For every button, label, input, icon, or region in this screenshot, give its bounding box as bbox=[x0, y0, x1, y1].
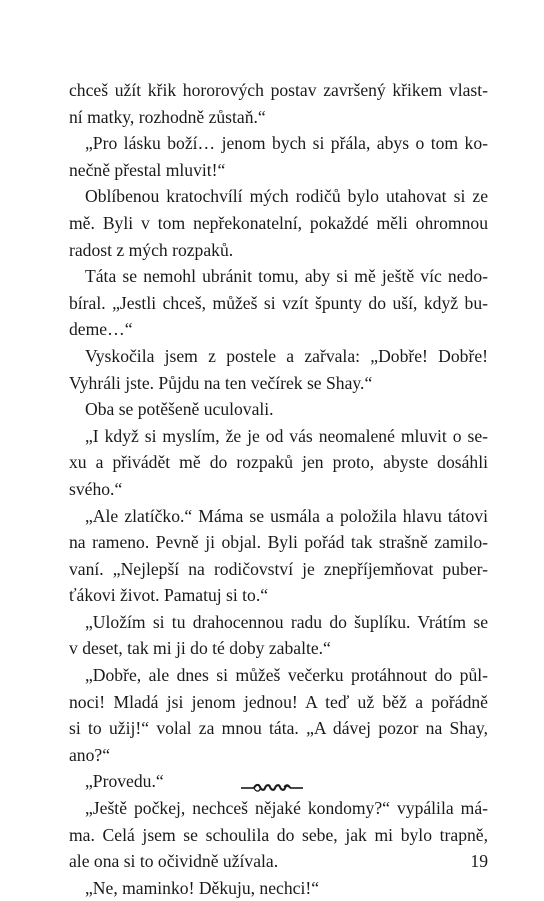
text-line: „Ještě počkej, nechceš nějaké kondomy?“ vypálila má- bbox=[85, 798, 488, 819]
text-line: si to užij!“ volal za mnou táta. „A dávej pozor na Shay, bbox=[69, 718, 488, 739]
scroll-flourish-icon bbox=[240, 781, 304, 795]
text-line: „Uložím si tu drahocennou radu do šuplíku. Vrátím se bbox=[85, 611, 488, 632]
text-line: „Pro lásku boží… jenom bych si přála, abys o tom ko- bbox=[85, 133, 488, 154]
body-text bbox=[69, 77, 488, 901]
text-line: v deset, tak mi ji do té doby zabalte.“ bbox=[69, 638, 331, 659]
text-line: „Dobře, ale dnes si můžeš večerku protáhnout do půl- bbox=[85, 665, 488, 686]
text-line: vaní. „Nejlepší na rodičovství je znepříjemňovat puber- bbox=[69, 558, 488, 579]
text-line: „Ale zlatíčko.“ Máma se usmála a položila hlavu tátovi bbox=[85, 505, 488, 526]
text-line: chceš užít křik hororových postav završený křikem vlast- bbox=[69, 80, 488, 100]
text-line: noci! Mladá jsi jenom jednou! A teď už běž a pořádně bbox=[69, 691, 488, 712]
text-line: ale ona si to očividně užívala. bbox=[69, 851, 279, 872]
text-line: ťákovi život. Pamatuj si to.“ bbox=[69, 585, 269, 606]
text-line: nečně přestal mluvit!“ bbox=[69, 159, 226, 180]
text-line: xu a přivádět mě do rozpaků jen proto, abyste dosáhli bbox=[69, 452, 488, 473]
text-line: „I když si myslím, že je od vás neomalené mluvit o se- bbox=[85, 425, 488, 446]
text-line: „Ne, maminko! Děkuju, nechci!“ bbox=[85, 877, 320, 898]
text-line: ano?“ bbox=[69, 744, 111, 765]
text-line: „Provedu.“ bbox=[85, 771, 164, 792]
text-line: Oba se potěšeně uculovali. bbox=[85, 399, 274, 420]
page-number: 19 bbox=[470, 851, 488, 871]
text-line: mě. Byli v tom nepřekonatelní, pokaždé měli ohromnou bbox=[69, 212, 488, 233]
text-line: bíral. „Jestli chceš, můžeš si vzít špunty do uší, když bu- bbox=[69, 292, 488, 313]
text-line: ma. Celá jsem se schoulila do sebe, jak mi bylo trapně, bbox=[69, 824, 488, 845]
text-line: Táta se nemohl ubránit tomu, aby si mě ještě víc nedo- bbox=[85, 266, 488, 287]
text-line: Oblíbenou kratochvílí mých rodičů bylo utahovat si ze bbox=[85, 186, 488, 207]
text-line: na rameno. Pevně ji objal. Byli pořád tak strašně zamilo- bbox=[69, 532, 488, 553]
text-line: Vyskočila jsem z postele a zařvala: „Dobře! Dobře! bbox=[85, 345, 488, 366]
text-line: deme…“ bbox=[69, 319, 133, 340]
text-line: svého.“ bbox=[69, 478, 123, 499]
text-line: Vyhráli jste. Půjdu na ten večírek se Shay.“ bbox=[69, 372, 373, 393]
text-line: ní matky, rozhodně zůstaň.“ bbox=[69, 106, 266, 127]
text-line: radost z mých rozpaků. bbox=[69, 239, 234, 260]
